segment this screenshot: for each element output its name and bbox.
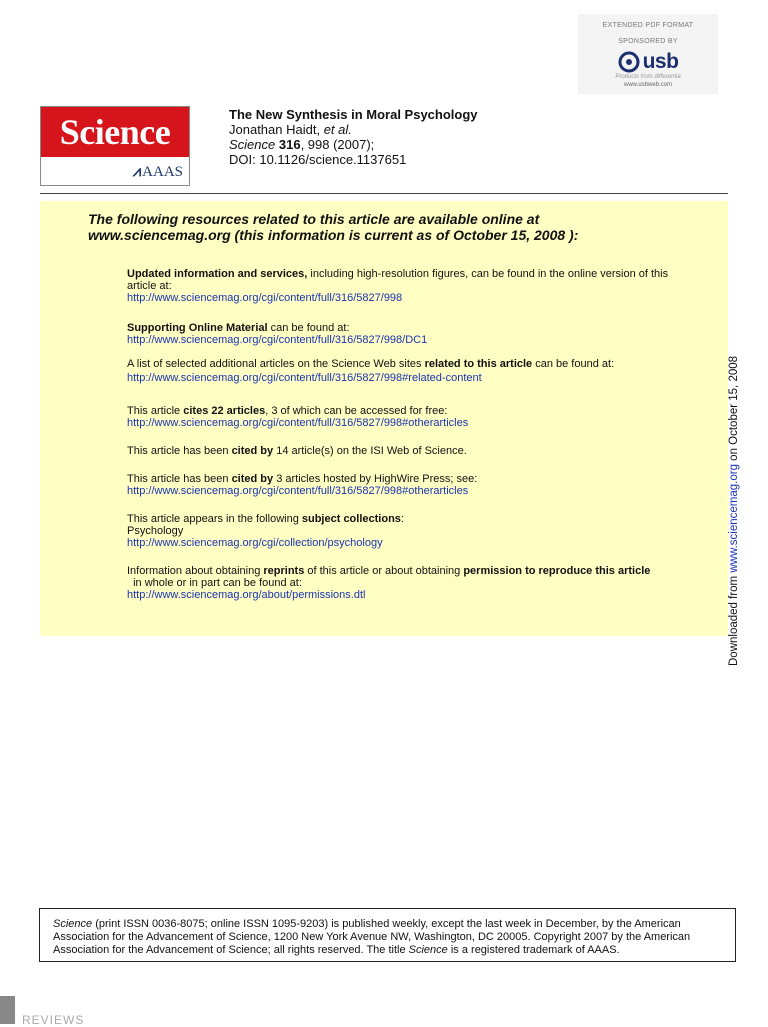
collections-pre: This article appears in the following: [127, 513, 302, 525]
updated-label: Updated information and services,: [127, 268, 308, 280]
aaas-label: AAAS: [142, 163, 183, 180]
journal-pages-year: , 998 (2007);: [300, 137, 375, 152]
updated-text: including high-resolution figures, can be found in the online version of this article at:: [127, 268, 669, 292]
authors-suffix: et al.: [323, 122, 352, 137]
reprints-label: reprints: [263, 565, 305, 577]
related-post: can be found at:: [532, 358, 615, 370]
journal-name: Science: [229, 137, 276, 152]
sponsor-line1: EXTENDED PDF FORMAT: [602, 22, 694, 29]
aaas-logo: [133, 163, 183, 181]
sponsor-url[interactable]: www.usbweb.com: [623, 82, 673, 88]
section-marker: [0, 996, 15, 1024]
download-note: [727, 356, 741, 666]
supporting-label: Supporting Online Material: [127, 322, 268, 334]
updated-link[interactable]: http://www.sciencemag.org/cgi/content/full/316/5827/998: [127, 292, 403, 304]
related-link[interactable]: http://www.sciencemag.org/cgi/content/full/316/5827/998#related-content: [127, 372, 482, 384]
section-label: REVIEWS: [22, 1013, 85, 1027]
article-journal-line: [229, 137, 478, 152]
resource-cited-highwire: [127, 473, 687, 497]
download-note-pre: Downloaded from: [728, 572, 740, 666]
resource-related: [127, 358, 687, 384]
article-doi: DOI: 10.1126/science.1137651: [229, 152, 407, 167]
cited-hw-pre: This article has been: [127, 473, 232, 485]
resource-cited-isi: [127, 445, 687, 457]
permission-label: permission to reproduce this article: [463, 565, 651, 577]
resource-permissions: [127, 565, 687, 601]
heading-line2: www.sciencemag.org (this information is current as of October 15, 2008 ):: [88, 227, 579, 243]
cited-isi-post: 14 article(s) on the ISI Web of Science.: [273, 445, 467, 457]
cited-isi-label: cited by: [231, 445, 274, 457]
header-divider: [40, 193, 728, 194]
footer-journal2: Science: [408, 944, 448, 956]
sponsor-brand: usb: [642, 50, 679, 73]
article-title: The New Synthesis in Moral Psychology: [229, 107, 478, 122]
cites-pre: This article: [127, 405, 184, 417]
supporting-link[interactable]: http://www.sciencemag.org/cgi/content/full/316/5827/998/DC1: [127, 334, 428, 346]
cited-hw-post: 3 articles hosted by HighWire Press; see:: [273, 473, 478, 485]
authors-text: Jonathan Haidt,: [229, 122, 321, 137]
resource-collections: [127, 513, 687, 549]
permissions-link[interactable]: http://www.sciencemag.org/about/permissions.dtl: [127, 589, 366, 601]
resource-updated: [127, 268, 687, 304]
permissions-post: in whole or in part can be found at:: [127, 577, 302, 589]
science-logo-wordmark: Science: [41, 107, 189, 157]
sponsor-line2: SPONSORED BY: [618, 38, 678, 45]
aaas-mark-icon: ⩘: [132, 164, 142, 180]
permissions-mid: of this article or about obtaining: [304, 565, 464, 577]
supporting-text: can be found at:: [267, 322, 350, 334]
related-label: related to this article: [424, 358, 533, 370]
collections-label: subject collections: [301, 513, 401, 525]
footer-text2: is a registered trademark of AAAS.: [447, 944, 620, 956]
cites-post: , 3 of which can be accessed for free:: [265, 405, 448, 417]
download-note-link[interactable]: www.sciencemag.org: [728, 464, 740, 573]
resource-supporting: [127, 322, 687, 346]
journal-volume: 316: [278, 137, 301, 152]
related-pre: A list of selected additional articles on the Science Web sites: [127, 358, 425, 370]
collections-post: :: [400, 513, 404, 525]
resources-panel: [40, 201, 728, 636]
heading-line1: The following resources related to this article are available online at: [88, 211, 540, 227]
cited-hw-link[interactable]: http://www.sciencemag.org/cgi/content/full/316/5827/998#otherarticles: [127, 485, 469, 497]
collections-link[interactable]: http://www.sciencemag.org/cgi/collection/psychology: [127, 537, 383, 549]
footer-journal: Science: [53, 918, 93, 930]
article-authors: [229, 122, 478, 137]
citation-block: [229, 107, 478, 167]
resources-heading: [88, 211, 688, 243]
science-logo: [40, 106, 190, 186]
cited-hw-label: cited by: [231, 473, 274, 485]
resource-cites: [127, 405, 687, 429]
footer-text1: (print ISSN 0036-8075; online ISSN 1095-9203) is published weekly, except the last week in December, by the American Association for the Advancement of Science, 1200 New York Avenue NW, Washington, DC 20005. Copyright 2007 by the American Association for the Advancement of Science; all rights reserved. The title: [53, 918, 691, 956]
usb-emblem-icon: [618, 51, 640, 73]
cites-link[interactable]: http://www.sciencemag.org/cgi/content/full/316/5827/998#otherarticles: [127, 417, 469, 429]
download-note-post: on October 15, 2008: [728, 355, 740, 465]
footer-notice: [39, 908, 736, 962]
collections-subject: Psychology: [127, 525, 184, 537]
cites-label: cites 22 articles: [183, 405, 266, 417]
sponsor-tagline: Products from differentia: [615, 74, 681, 80]
cited-isi-pre: This article has been: [127, 445, 232, 457]
sponsor-logo: [578, 50, 718, 74]
sponsor-box: [578, 14, 718, 94]
permissions-pre: Information about obtaining: [127, 565, 264, 577]
